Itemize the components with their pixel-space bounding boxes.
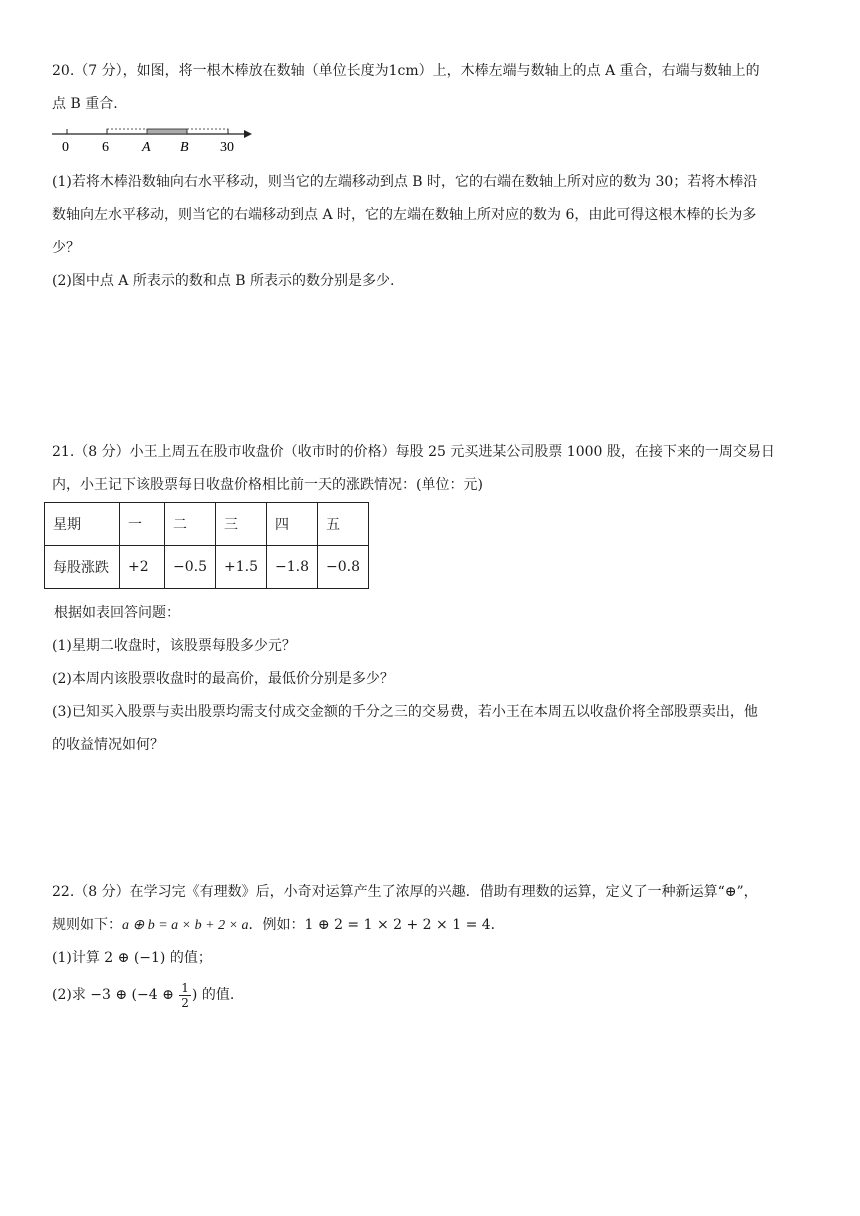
table-header-cell: 星期 <box>45 503 120 546</box>
table-header-cell: 一 <box>120 503 165 546</box>
question-20 <box>52 55 812 121</box>
axis-label-6: 6 <box>102 140 109 155</box>
table-cell: −0.5 <box>165 546 216 589</box>
q20-part1-line2: 数轴向左水平移动，则当它的右端移动到点 A 时，它的左端在数轴上所对应的数为 6，由此可得这根木棒的长为多 <box>52 207 757 223</box>
axis-label-b: B <box>180 140 189 155</box>
q20-part1-line1: (1)若将木棒沿数轴向右水平移动，则当它的左端移动到点 B 时，它的右端在数轴上所对应的数为 30；若将木棒沿 <box>52 174 758 190</box>
q21-part3-line1: (3)已知买入股票与卖出股票均需支付成交金额的千分之三的交易费，若小王在本周五以收盘价将全部股票卖出，他 <box>52 704 758 720</box>
q22-rule-prefix: 规则如下： <box>52 917 122 933</box>
table-header-cell: 二 <box>165 503 216 546</box>
q22-part2-expr-b: ) <box>191 987 198 1003</box>
stick <box>147 129 187 134</box>
q20-stem-line2: 点 B 重合. <box>52 96 118 112</box>
q20-part1-line3: 少？ <box>52 240 80 256</box>
q22-part2-suffix: 的值. <box>197 987 235 1003</box>
q21-lead: 根据如表回答问题： <box>54 605 180 621</box>
table-header-cell: 三 <box>216 503 267 546</box>
q22-stem-line2 <box>52 909 812 942</box>
axis-label-30: 30 <box>220 140 234 155</box>
dashed-range-right <box>187 129 228 134</box>
q22-part1 <box>52 942 812 975</box>
q22-example-prefix: ．例如： <box>248 917 305 933</box>
q22-stem-line1: 22.（8 分）在学习完《有理数》后，小奇对运算产生了浓厚的兴趣．借助有理数的运算，定义了一种新运算“⊕”， <box>52 884 758 900</box>
q22-example: 1 ⊕ 2 = 1 × 2 + 2 × 1 = 4 <box>304 917 491 933</box>
q22-part1-expr: 2 ⊕ (−1) <box>104 950 166 966</box>
q21-parts <box>52 597 812 762</box>
q22-part1-suffix: 的值； <box>165 950 212 966</box>
q20-stem-line1: 20.（7 分），如图，将一根木棒放在数轴（单位长度为1cm）上，木棒左端与数轴上的点 A 重合，右端与数轴上的 <box>52 63 760 79</box>
table-cell: +2 <box>120 546 165 589</box>
axis-label-a: A <box>142 140 151 155</box>
table-cell: +1.5 <box>216 546 267 589</box>
price-change-table <box>44 502 369 589</box>
q21-part2: (2)本周内该股票收盘时的最高价，最低价分别是多少？ <box>52 671 394 687</box>
table-cell: 每股涨跌 <box>45 546 120 589</box>
q21-part1: (1)星期二收盘时，该股票每股多少元？ <box>52 638 296 654</box>
q22-rule: a ⊕ b = a × b + 2 × a <box>122 918 249 933</box>
axis-arrow <box>244 130 252 138</box>
q22-part1-prefix: (1)计算 <box>52 950 105 966</box>
table-row <box>45 546 369 589</box>
table-header-row <box>45 503 369 546</box>
axis-label-0: 0 <box>62 140 69 155</box>
q22-example-suffix: ． <box>490 917 505 933</box>
q22-part2 <box>52 975 812 1015</box>
question-21 <box>52 436 812 502</box>
q22-part2-prefix: (2)求 <box>52 987 91 1003</box>
question-22 <box>52 876 812 1015</box>
q22-fraction <box>179 981 191 1010</box>
q20-parts <box>52 166 812 298</box>
q20-part2: (2)图中点 A 所表示的数和点 B 所表示的数分别是多少. <box>52 273 395 289</box>
table-cell: −1.8 <box>267 546 318 589</box>
table-cell: −0.8 <box>318 546 369 589</box>
dashed-range-left <box>107 129 147 134</box>
fraction-numerator: 1 <box>181 980 189 995</box>
q21-stem-line2: 内，小王记下该股票每日收盘价格相比前一天的涨跌情况：(单位：元) <box>52 477 483 493</box>
q21-stem-line1: 21.（8 分）小王上周五在股市收盘价（收市时的价格）每股 25 元买进某公司股票 1000 股，在接下来的一周交易日 <box>52 444 775 460</box>
table-header-cell: 五 <box>318 503 369 546</box>
number-line-figure <box>50 122 260 158</box>
q21-part3-line2: 的收益情况如何？ <box>52 737 164 753</box>
q22-part2-expr-a: −3 ⊕ (−4 ⊕ <box>90 987 179 1003</box>
table-header-cell: 四 <box>267 503 318 546</box>
fraction-denominator: 2 <box>181 995 189 1010</box>
